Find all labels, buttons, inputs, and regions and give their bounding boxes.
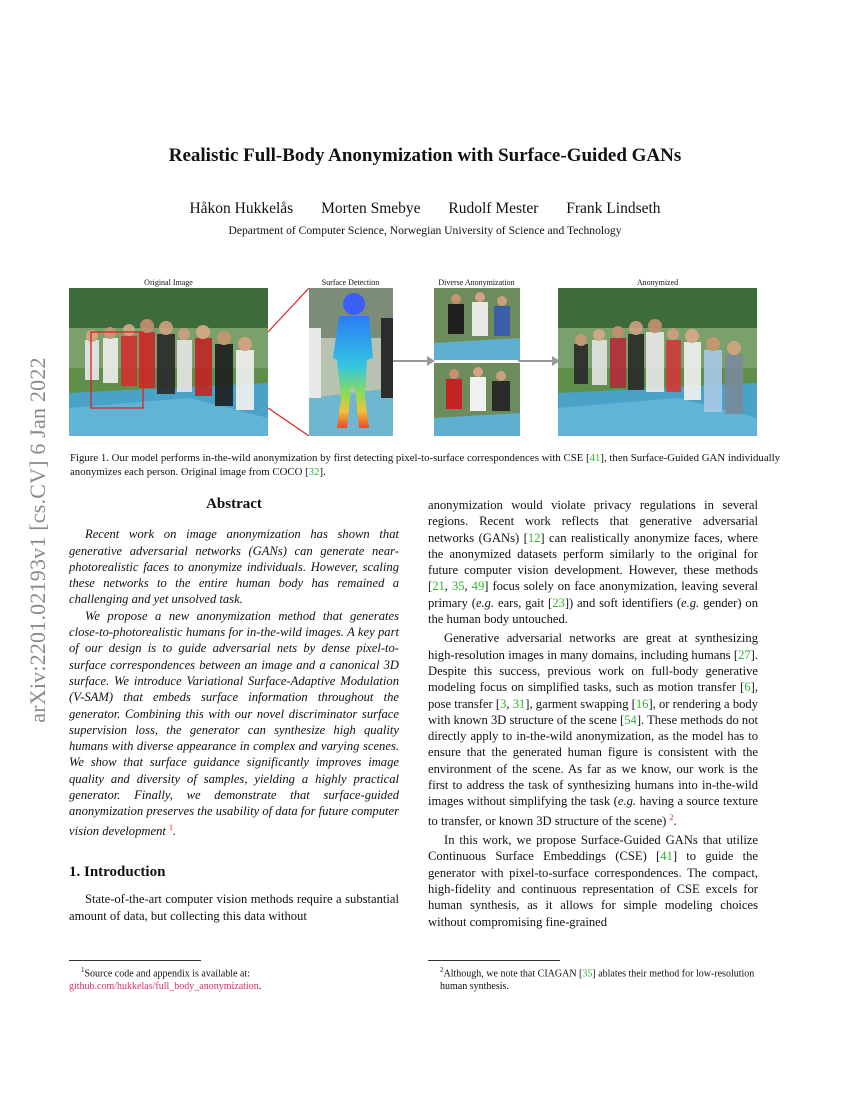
body-paragraph: Generative adversarial networks are great at synthesizing high-resolution images in many domains, including humans [27]. Despite this success, previous work on full-body generative modeling focus on simplified tasks, such as motion transfer [6], pose transfer [3, 31], garment swapping [16], or rendering a body with known 3D structure of the scene [54]. These methods do not directly apply to in-the-wild anonymization, as the model has to ensure that the generated human figure is consistent with the environment of the scene. As far as we know, our work is the first to address the task of synthesizing humans into in-the-wild images without simplifying the task (e.g. having a source texture to transfer, or known 3D structure of the scene) $^2$. bbox=[428, 631, 759, 828]
zoom-connector bbox=[268, 288, 310, 436]
paper-title: Realistic Full-Body Anonymization with Surface-Guided GANs bbox=[168, 145, 682, 166]
footnote-number: 1 bbox=[81, 966, 85, 974]
footnote-number: 2 bbox=[440, 966, 444, 974]
abstract-text: We propose a new anonymization method that generates close-to-photorealistic humans for in-the-wild images. A key part of our design is to guide adversarial nets by dense pixel-to-surface correspondences between an image and a canonical 3D surface. We introduce Variational Surface-Adaptive Modulation (V-SAM) that embeds surface information throughout the generator. Combining this with our novel discriminator surface supervision loss, the generator can synthesize high quality humans with diverse appearance in complex and varying scenes. We show that surface guidance significantly improves image quality and diversity of samples, yielding a highly practical generator. Finally, we demonstrate that surface-guided anonymization preserves the usability of data for future computer vision development bbox=[69, 608, 399, 838]
body-paragraph: anonymization would violate privacy regulations in several regions. Recent work reflects that generative adversarial networks (GANs) [12] can realistically anonymize faces, where the anonymized datasets perform similarly to the original for future computer vision development. However, these methods [21, 35, 49] focus solely on face anonymization, leaving several primary (e.g. ears, gait [23]) and soft identifiers (e.g. gender) on the human body untouched. bbox=[428, 498, 759, 627]
footnote-text: Although, we note that CIAGAN [ bbox=[443, 968, 583, 980]
footnote-rule bbox=[69, 960, 201, 961]
citation-link[interactable]: 31 bbox=[512, 696, 526, 711]
arrow-icon bbox=[393, 340, 435, 380]
intro-paragraph: State-of-the-art computer vision methods require a substantial amount of data, but collecting this data without bbox=[69, 892, 399, 923]
citation-link[interactable]: 49 bbox=[471, 579, 485, 594]
author-name: Rudolf Mester bbox=[448, 200, 539, 217]
figure-caption bbox=[70, 451, 782, 479]
abstract-paragraph bbox=[69, 608, 399, 839]
left-column bbox=[69, 496, 399, 924]
footnote-text: Source code and appendix is available at: bbox=[84, 968, 250, 980]
citation-link[interactable]: 21 bbox=[432, 579, 445, 594]
surface-detection-image bbox=[309, 288, 393, 436]
caption-text: Figure 1. Our model performs in-the-wild anonymization by first detecting pixel-to-surface correspondences with CSE [ bbox=[70, 452, 590, 464]
diverse-sample-image bbox=[434, 363, 520, 436]
original-image bbox=[69, 288, 268, 436]
figure-label: Original Image bbox=[144, 278, 193, 287]
arrow-icon bbox=[518, 340, 560, 380]
footnote-marker[interactable]: 1 bbox=[169, 822, 174, 832]
author-list bbox=[0, 200, 850, 218]
author-name: Håkon Hukkelås bbox=[189, 200, 294, 217]
author-name: Morten Smebye bbox=[321, 200, 421, 217]
citation-link[interactable]: 6 bbox=[744, 680, 751, 695]
footnote-marker[interactable]: 2 bbox=[669, 812, 674, 822]
citation-link[interactable]: 27 bbox=[738, 647, 751, 662]
citation-link[interactable]: 54 bbox=[624, 712, 637, 727]
citation-link[interactable]: 32 bbox=[308, 466, 320, 478]
section-heading: 1. Introduction bbox=[69, 864, 166, 881]
citation-link[interactable]: 3 bbox=[500, 696, 507, 711]
citation-link[interactable]: 35 bbox=[582, 968, 593, 980]
anonymized-image bbox=[558, 288, 757, 436]
citation-link[interactable]: 16 bbox=[635, 696, 649, 711]
right-column bbox=[428, 497, 758, 930]
abstract-text: . bbox=[173, 823, 177, 838]
figure-label: Anonymized bbox=[636, 278, 679, 287]
citation-link[interactable]: 23 bbox=[552, 595, 565, 610]
author-name: Frank Lindseth bbox=[566, 200, 661, 217]
caption-text: ]. bbox=[319, 466, 326, 478]
citation-link[interactable]: 35 bbox=[451, 579, 465, 594]
caption-text: ], then Surface-Guided GAN individually anonymizes each person. Original image from COCO [ bbox=[70, 452, 781, 478]
footnote-rule bbox=[428, 960, 560, 961]
footnote-text: ] ablates their method for low-resolution human synthesis. bbox=[440, 968, 755, 993]
code-link[interactable]: github.com/hukkelas/full_body_anonymization bbox=[69, 981, 259, 993]
footnote-text: . bbox=[258, 981, 262, 993]
abstract-heading: Abstract bbox=[206, 496, 262, 512]
footnote-1 bbox=[69, 964, 399, 993]
citation-link[interactable]: 41 bbox=[589, 452, 601, 464]
diverse-sample-image bbox=[434, 288, 520, 360]
arxiv-stamp bbox=[18, 305, 58, 775]
footnote-2 bbox=[428, 964, 758, 993]
citation-link[interactable]: 12 bbox=[527, 530, 541, 545]
citation-link[interactable]: 41 bbox=[660, 849, 673, 864]
figure-label: Surface Detection bbox=[321, 278, 380, 287]
abstract-paragraph: Recent work on image anonymization has shown that generative adversarial networks (GANs) can generate near-photorealistic faces to anonymize individuals. However, scaling these networks to the entire human body has remained a challenging and yet unsolved task. bbox=[69, 527, 399, 607]
affiliation: Department of Computer Science, Norwegian University of Science and Technology bbox=[228, 224, 622, 237]
arxiv-stamp-text: arXiv:2201.02193v1 [cs.CV] 6 Jan 2022 bbox=[25, 357, 50, 723]
body-paragraph: In this work, we propose Surface-Guided GANs that utilize Continuous Surface Embeddings (CSE) [41] to guide the generator with pixel-to-surface correspondences. The compact, high-fidelity and continuous representation of CSE excels for human synthesis, as it allows for simple modeling choices without compromising fine-grained bbox=[428, 833, 758, 929]
figure-label: Diverse Anonymization bbox=[438, 278, 515, 287]
